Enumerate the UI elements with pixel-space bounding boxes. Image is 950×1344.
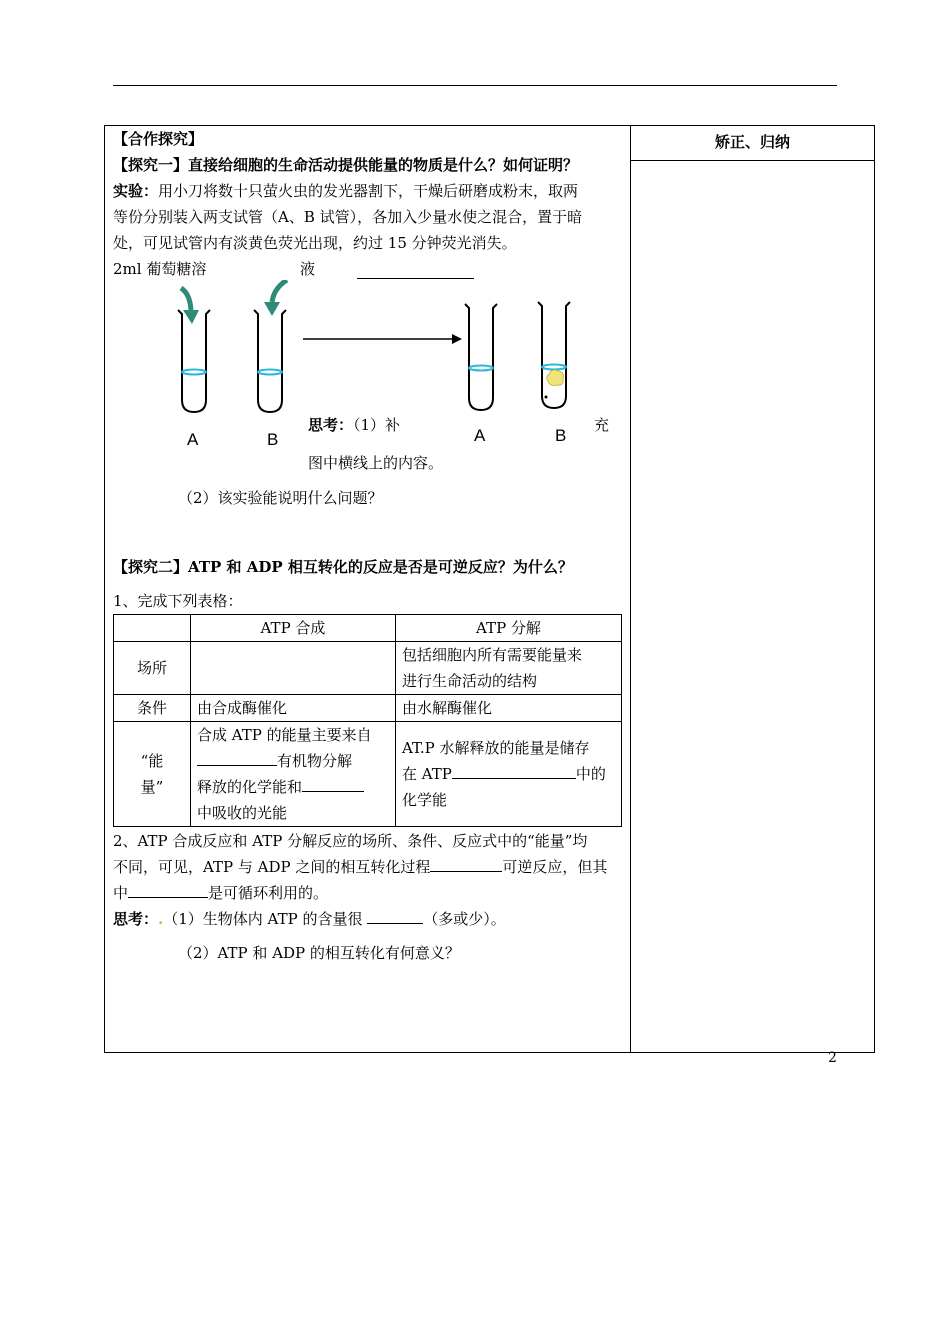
- test-tube-diagram: [160, 280, 600, 420]
- tube-label-b-after: B: [555, 426, 567, 445]
- experiment-line-1: 实验：用小刀将数十只萤火虫的发光器割下，干燥后研磨成粉末，取两: [113, 182, 579, 200]
- section-title: 【合作探究】: [113, 130, 204, 148]
- table-header-empty: [114, 615, 191, 642]
- tube-b-after: [538, 302, 570, 408]
- arrow-icon: [264, 280, 287, 316]
- side-column-title: 矫正、归纳: [714, 133, 790, 151]
- task-2-line-1: 2、ATP 合成反应和 ATP 分解反应的场所、条件、反应式中的“能量”均: [113, 832, 588, 850]
- solution-label: 液: [300, 260, 316, 278]
- cell-synthesis-condition: 由合成酶催化: [191, 695, 396, 722]
- think-atp-content: 思考：.（1）生物体内 ATP 的含量很 （多或少）。: [113, 906, 506, 932]
- tube-label-a: A: [187, 430, 199, 449]
- header-rule: [113, 85, 837, 86]
- answer-blank[interactable]: [197, 749, 277, 766]
- experiment-line-3: 处，可见试管内有淡黄色荧光出现，约过 15 分钟荧光消失。: [113, 234, 517, 252]
- task-1: 1、完成下列表格：: [113, 592, 243, 610]
- arrow-icon: [181, 288, 199, 324]
- side-header-rule: [630, 160, 875, 161]
- inquiry2-heading: 【探究二】ATP 和 ADP 相互转化的反应是否是可逆反应？为什么？: [113, 558, 573, 576]
- inquiry1-heading: 【探究一】直接给细胞的生命活动提供能量的物质是什么？如何证明？: [113, 156, 579, 174]
- experiment-line-2: 等份分别装入两支试管（A、B 试管），各加入少量水使之混合，置于暗: [113, 208, 583, 226]
- answer-blank[interactable]: [452, 762, 576, 779]
- think-1: 思考：（1）补: [308, 416, 401, 434]
- row-label-location: 场所: [114, 642, 191, 695]
- think-1-cont: 图中横线上的内容。: [308, 454, 444, 472]
- glucose-label: 2ml 葡萄糖溶: [113, 260, 207, 278]
- label-blank: [357, 262, 474, 279]
- atp-table: [113, 614, 622, 827]
- cell-decomposition-energy: AT.P 水解释放的能量是储存 在 ATP 中的 化学能: [396, 722, 622, 827]
- column-divider: [630, 125, 631, 1053]
- answer-blank[interactable]: [367, 907, 423, 924]
- answer-blank[interactable]: [302, 775, 364, 792]
- answer-blank[interactable]: [128, 881, 208, 898]
- row-label-condition: 条件: [114, 695, 191, 722]
- dot-icon: .: [158, 910, 164, 928]
- tube-label-b: B: [267, 430, 279, 449]
- cell-decomposition-location: 包括细胞内所有需要能量来 进行生命活动的结构: [396, 642, 622, 695]
- page-number: 2: [828, 1050, 837, 1066]
- task-2-line-2: 不同，可见，ATP 与 ADP 之间的相互转化过程 可逆反应，但其: [113, 854, 607, 880]
- task-2-line-3: 中 是可循环利用的。: [113, 880, 328, 906]
- think-atp-meaning: （2）ATP 和 ADP 的相互转化有何意义？: [178, 944, 460, 962]
- table-header-decomposition: ATP 分解: [396, 615, 622, 642]
- tube-a-before: [178, 310, 210, 412]
- cell-decomposition-condition: 由水解酶催化: [396, 695, 622, 722]
- answer-blank[interactable]: [430, 855, 502, 872]
- think-1-end: 充: [594, 416, 610, 434]
- tube-label-a-after: A: [474, 426, 486, 445]
- cell-synthesis-location: [191, 642, 396, 695]
- row-label-energy: “能 量”: [114, 722, 191, 827]
- table-header-synthesis: ATP 合成: [191, 615, 396, 642]
- table-header-row: [114, 615, 622, 642]
- process-arrow-icon: [303, 334, 462, 344]
- table-row: [114, 722, 622, 827]
- tube-b-before: [254, 310, 286, 412]
- think-2: （2）该实验能说明什么问题？: [178, 489, 383, 507]
- tube-a-after: [465, 304, 497, 410]
- table-row: [114, 642, 622, 695]
- cell-synthesis-energy: 合成 ATP 的能量主要来自 有机物分解 释放的化学能和 中吸收的光能: [191, 722, 396, 827]
- table-row: [114, 695, 622, 722]
